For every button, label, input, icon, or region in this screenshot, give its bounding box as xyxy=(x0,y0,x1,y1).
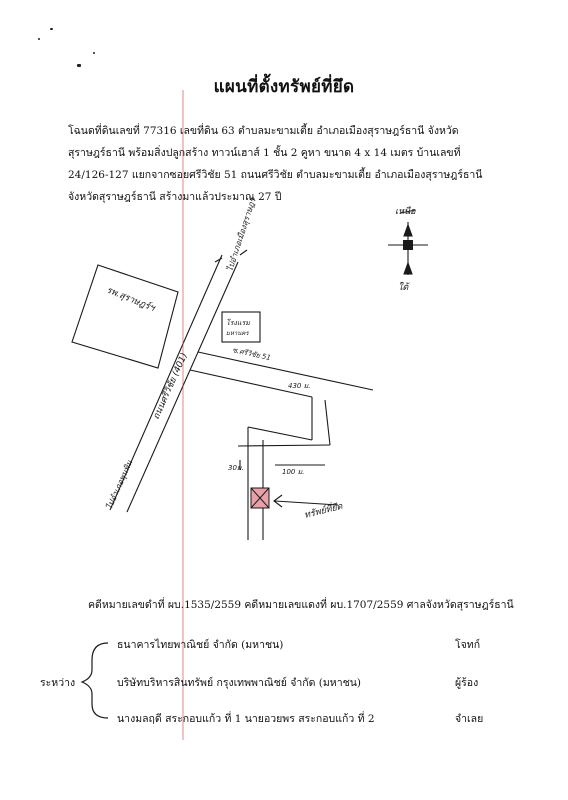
hospital-label: รพ.สุราษฎร์ฯ xyxy=(104,285,156,314)
distance-100-label: 100 ม. xyxy=(282,468,305,476)
north-label: เหนือ xyxy=(395,207,416,217)
case-number-line: คดีหมายเลขดำที่ ผบ.1535/2559 คดีหมายเลขแดงที่ ผบ.1707/2559 ศาลจังหวัดสุราษฎร์ธานี xyxy=(88,599,514,611)
north-arrow-icon xyxy=(404,225,412,236)
hotel-label: โรงแรม xyxy=(226,319,250,327)
party-plaintiff: ธนาคารไทยพาณิชย์ จำกัด (มหาชน) xyxy=(117,639,284,651)
distance-30-label: 30ม. xyxy=(228,464,244,472)
description-line: สุราษฎร์ธานี พร้อมสิ่งปลูกสร้าง ทาวน์เฮาส์ 1 ชั้น 2 คูหา ขนาด 4 x 14 เมตร บ้านเลขที่ xyxy=(68,147,461,159)
hospital-plot xyxy=(72,265,178,368)
role-plaintiff: โจทก์ xyxy=(455,639,481,651)
document-title: แผนที่ตั้งทรัพย์ที่ยึด xyxy=(213,77,355,97)
party-defendant: นางมลฤดี สระกอบแก้ว ที่ 1 นายอวยพร สระกอบแก้ว ที่ 2 xyxy=(117,713,375,725)
hotel-sublabel: มหานคร xyxy=(226,330,249,337)
to-surat-label: ไปอำเภอเมืองสุราษฎร์ xyxy=(225,197,258,273)
to-phunphin-label: ไปอำเภอพุนพิน xyxy=(104,459,135,511)
hotel-plot xyxy=(222,312,260,342)
role-petitioner: ผู้ร้อง xyxy=(455,677,479,689)
soi-label: ซ.ศรีวิชัย 51 xyxy=(231,346,272,363)
role-defendant: จำเลย xyxy=(455,713,484,725)
property-label: ทรัพย์ที่ยึด xyxy=(303,501,344,521)
description-line: โฉนดที่ดินเลขที่ 77316 เลขที่ดิน 63 ตำบลมะขามเตี้ย อำเภอเมืองสุราษฎร์ธานี จังหวัด xyxy=(68,125,459,137)
party-petitioner: บริษัทบริหารสินทรัพย์ กรุงเทพพาณิชย์ จำกัด (มหาชน) xyxy=(117,677,361,689)
between-label: ระหว่าง xyxy=(40,677,76,689)
description-line: จังหวัดสุราษฎร์ธานี สร้างมาแล้วประมาณ 27 ปี xyxy=(68,191,282,203)
road-label: ถนนศรีวิชัย (401) xyxy=(151,351,190,422)
distance-430-label: 430 ม. xyxy=(288,382,311,390)
parties-bracket xyxy=(82,643,108,718)
soi-road-edge xyxy=(198,352,373,390)
south-label: ใต้ xyxy=(398,283,409,293)
description-line: 24/126-127 แยกจากซอยศรีวิชัย 51 ถนนศรีวิชัย ตำบลมะขามเตี้ย อำเภอเมืองสุราษฎร์ธานี xyxy=(68,169,483,181)
